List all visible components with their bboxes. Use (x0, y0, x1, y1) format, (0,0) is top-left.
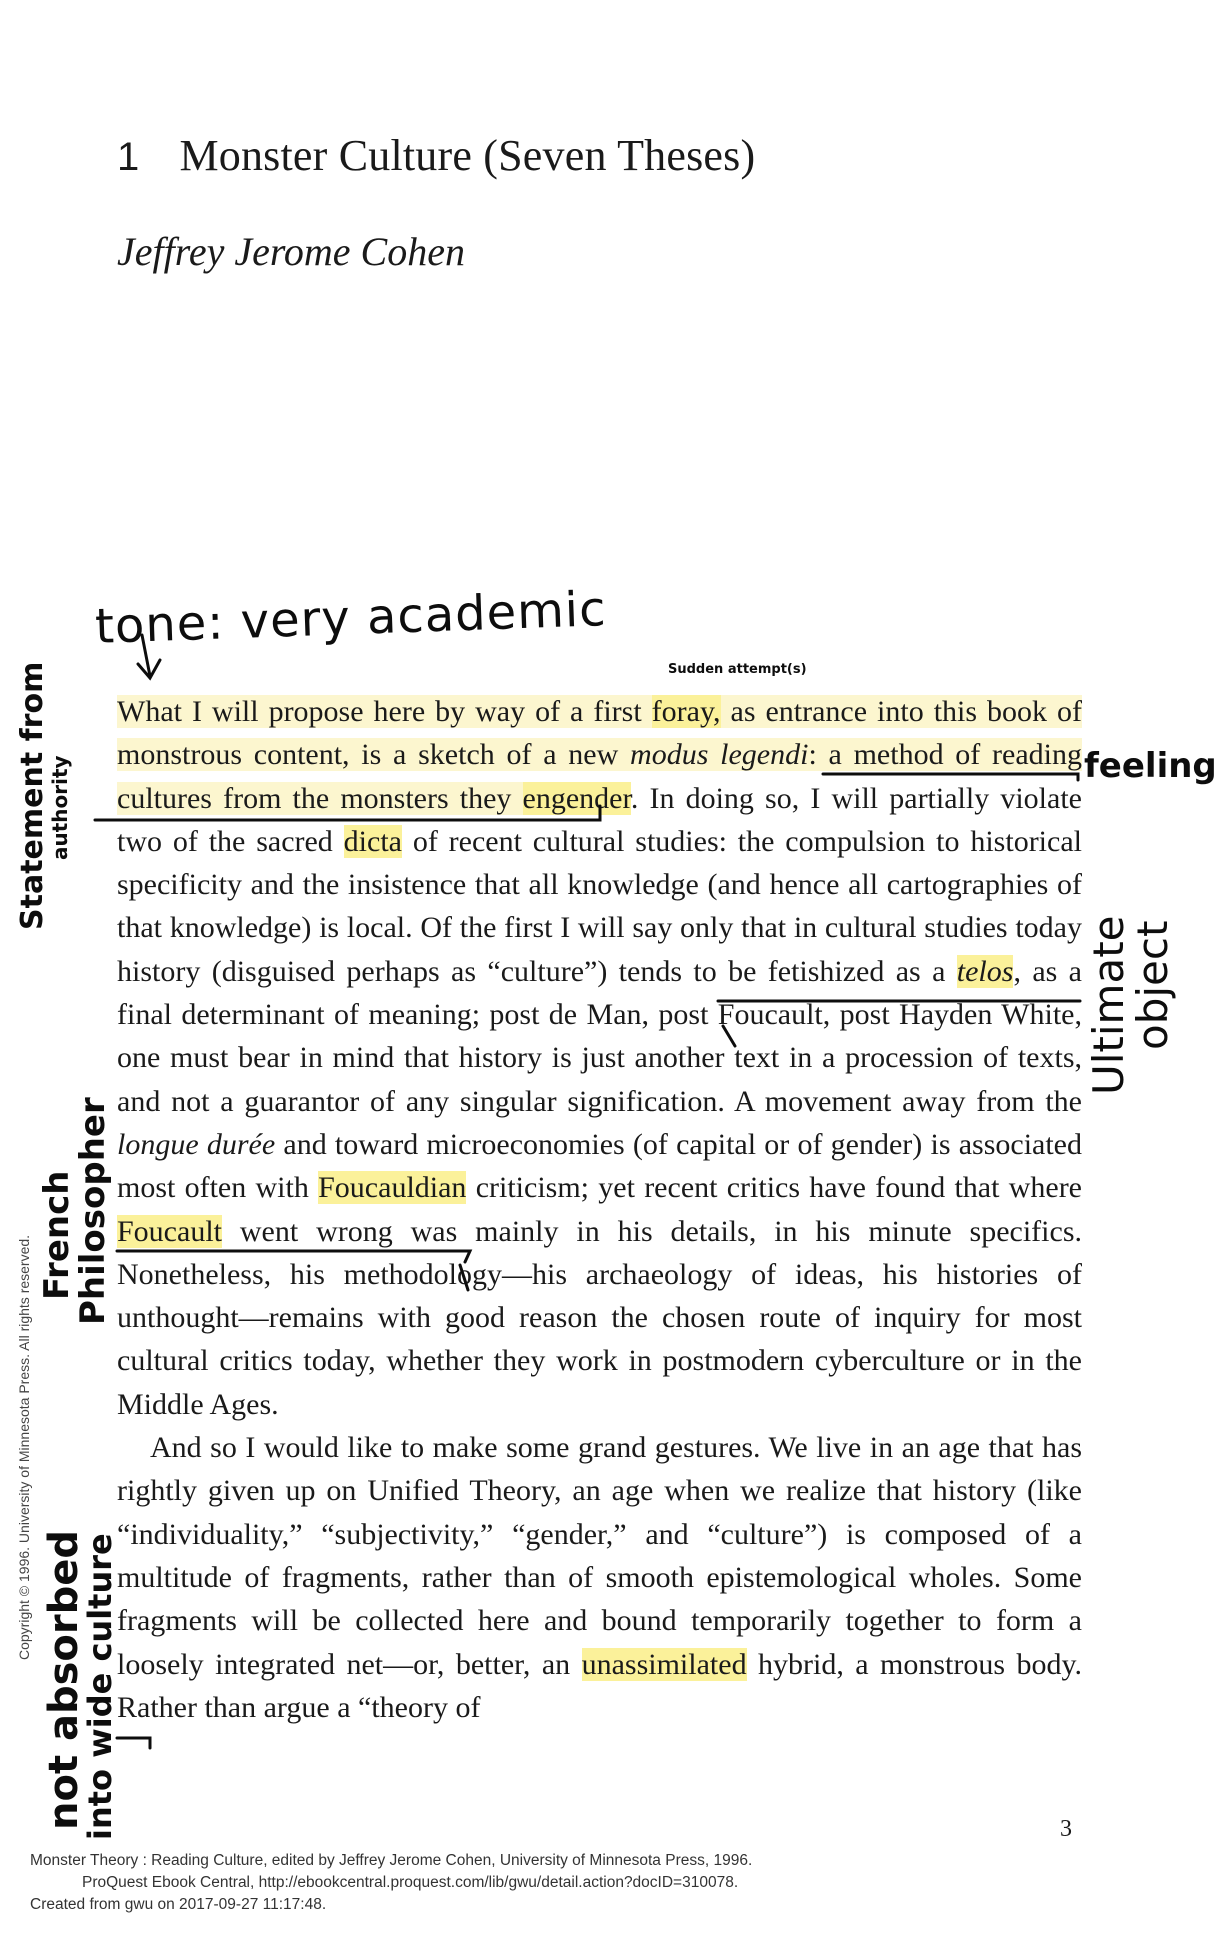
annotation-feeling: feeling (1084, 746, 1217, 786)
text-run: : a method of reading cultures from the monsters they (117, 738, 1083, 815)
footer-line-2: ProQuest Ebook Central, http://ebookcentral.proquest.com/lib/gwu/detail.action?docID=310078. (82, 1874, 739, 1891)
citation-footer (30, 1850, 1030, 1916)
annotation-philosopher: Philosopher (73, 1097, 113, 1325)
annotation-authority: authority (48, 755, 72, 860)
chapter-number: 1 (117, 135, 140, 179)
text-run: as entrance into this book of monstrous content, is a sketch of a new (117, 695, 1082, 772)
highlight-foucault: Foucault (117, 1214, 222, 1248)
text-run: of recent cultural studies: the compulsion to historical specificity and the insistence that all knowledge (and hence all cartographies of that knowledge) is local. Of the first I will say only that in cultural studies today history (disguised perhaps as “culture”) tends to be fetishized as a (117, 824, 1082, 988)
text-run: What I will propose here by way of a first (117, 695, 652, 728)
text-run: went wrong was mainly in his details, in his minute specifics. Nonetheless, his methodology—his archaeology of ideas, his histories of unthought—remains with good reason the chosen route of inquiry for most cultural critics today, whether they work in postmodern cyberculture or in the Middle Ages. (117, 1214, 1082, 1421)
annotation-tone: tone: very academic (94, 581, 608, 655)
paragraph-2 (117, 1426, 1082, 1729)
text-run: and toward microeconomies (of capital or of gender) is associated most often with (117, 1127, 1082, 1205)
annotation-ultimate: Ultimate (1084, 915, 1133, 1095)
highlight-engender: engender (522, 781, 631, 815)
chapter-author: Jeffrey Jerome Cohen (117, 229, 465, 274)
highlight-unassimilated: unassimilated (581, 1647, 747, 1681)
text-run: hybrid, a monstrous body. Rather than argue a “theory of (117, 1647, 1082, 1724)
highlight-telos: telos (956, 954, 1014, 988)
italic-longue-duree: longue durée (117, 1127, 276, 1161)
page-number: 3 (1060, 1816, 1072, 1842)
text-run: And so I would like to make some grand gestures. We live in an age that has rightly given up on Unified Theory, an age when we realize that history (like “individuality,” “subjectivity,” “gender,” and “culture”) is composed of a multitude of fragments, rather than of smooth epistemological wholes. Some fragments will be collected here and bound temporarily together to form a loosely integrated net—or, better, an (117, 1431, 1082, 1681)
footer-line-3: Created from gwu on 2017-09-27 11:17:48. (30, 1896, 327, 1913)
highlight-foucauldian: Foucauldian (318, 1171, 467, 1205)
annotation-object: object (1128, 920, 1177, 1050)
italic-modus-legendi: modus legendi (630, 738, 809, 772)
body-text (117, 690, 1082, 1729)
footer-line-1: Monster Theory : Reading Culture, edited by Jeffrey Jerome Cohen, University of Minnesota Press, 1996. (30, 1852, 753, 1869)
paragraph-1 (117, 690, 1082, 1426)
unassimilated-bracket (117, 1738, 150, 1748)
chapter-title (117, 128, 755, 185)
text-run: criticism; yet recent critics have found that where (466, 1171, 1082, 1205)
annotation-french: French (37, 1170, 77, 1300)
highlight-foray: foray, (651, 695, 721, 728)
text-run: . In doing so, I will partially violate two of the sacred (117, 781, 1082, 858)
annotation-not-absorbed: not absorbed (41, 1529, 87, 1830)
annotation-tiny-note: Sudden attempt(s) (668, 662, 807, 677)
text-run: , as a final determinant of meaning; post de Man, post Foucault, post Hayden White, one must bear in mind that history is just another text in a procession of texts, and not a guarantor of any singular signification. A movement away from the (117, 954, 1082, 1118)
highlight-dicta: dicta (343, 824, 402, 858)
annotation-statement: Statement from (15, 661, 50, 930)
chapter-title-text: Monster Culture (Seven Theses) (179, 131, 756, 180)
annotation-into-culture: into wide culture (81, 1533, 119, 1840)
copyright-notice: Copyright © 1996. University of Minnesota Press. All rights reserved. (16, 1234, 32, 1660)
